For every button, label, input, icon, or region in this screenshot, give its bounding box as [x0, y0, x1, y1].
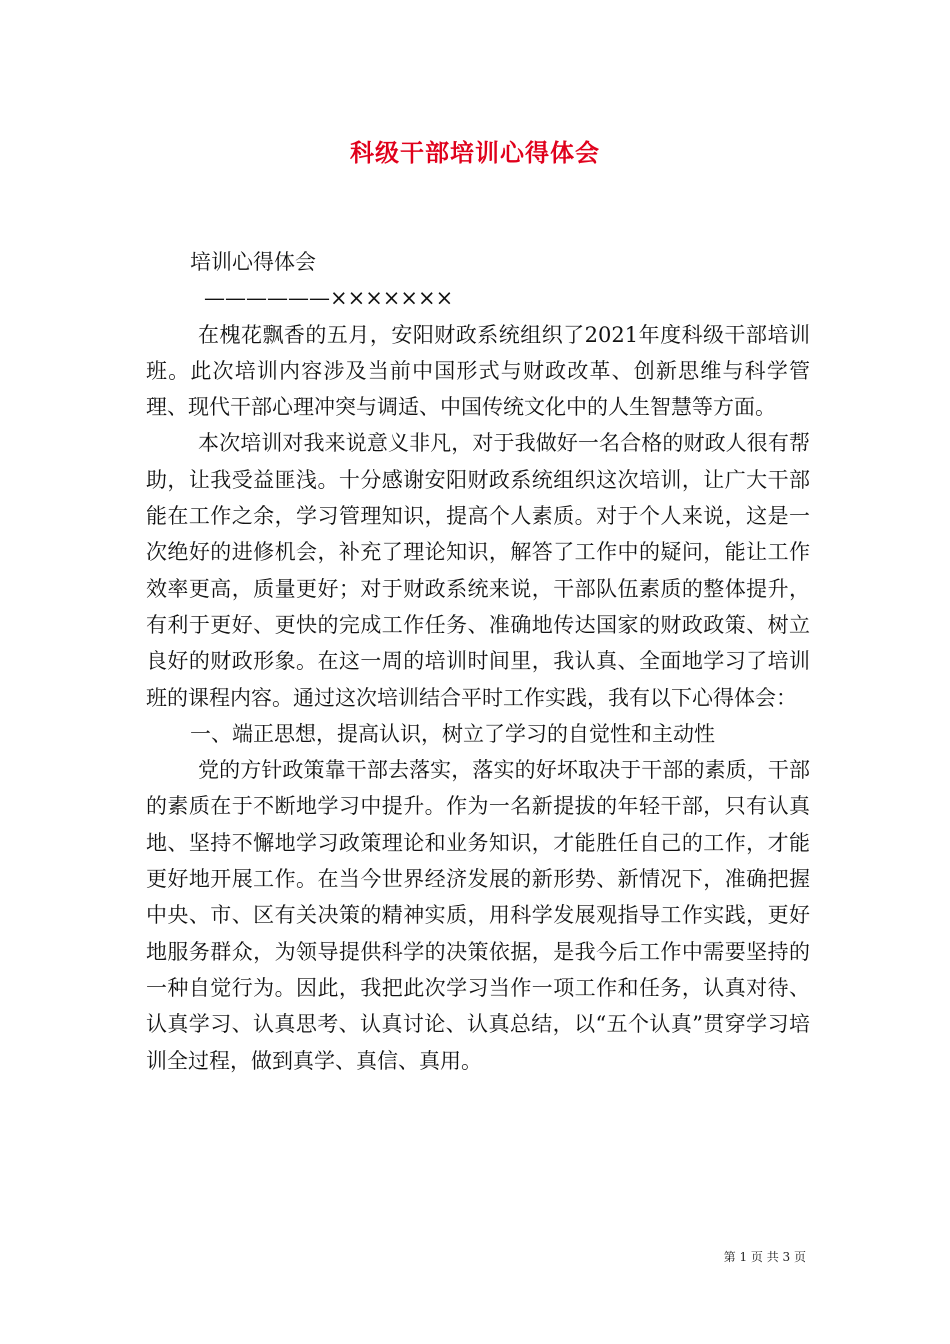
- paragraph-intro: 在槐花飘香的五月，安阳财政系统组织了2021年度科级干部培训班。此次培训内容涉及当前中国形式与财政改革、创新思维与科学管理、现代干部心理冲突与调适、中国传统文化中的人生智慧等方面。: [146, 322, 810, 420]
- paragraph-significance: 本次培训对我来说意义非凡，对于我做好一名合格的财政人很有帮助，让我受益匪浅。十分感谢安阳财政系统组织这次培训，让广大干部能在工作之余，学习管理知识，提高个人素质。对于个人来说，这是一次绝好的进修机会，补充了理论知识，解答了工作中的疑问，能让工作效率更高，质量更好；对于财政系统来说，干部队伍素质的整体提升，有利于更好、更快的完成工作任务、准确地传达国家的财政政策、树立良好的财政形象。在这一周的培训时间里，我认真、全面地学习了培训班的课程内容。通过这次培训结合平时工作实践，我有以下心得体会：: [146, 431, 810, 710]
- page-title: 科级干部培训心得体会: [350, 138, 600, 167]
- page-number: 第 1 页 共 3 页: [723, 1250, 806, 1264]
- section-heading-1: 一、端正思想，提高认识，树立了学习的自觉性和主动性: [190, 721, 715, 746]
- paragraph-section-1: 党的方针政策靠干部去落实，落实的好坏取决于干部的素质，干部的素质在于不断地学习中提升。作为一名新提拔的年轻干部，只有认真地、坚持不懈地学习政策理论和业务知识，才能胜任自己的工作，才能更好地开展工作。在当今世界经济发展的新形势、新情况下，准确把握中央、市、区有关决策的精神实质，用科学发展观指导工作实践，更好地服务群众，为领导提供科学的决策依据，是我今后工作中需要坚持的一种自觉行为。因此，我把此次学习当作一项工作和任务，认真对待、认真学习、认真思考、认真讨论、认真总结，以“五个认真”贯穿学习培训全过程，做到真学、真信、真用。: [146, 758, 810, 1073]
- document-body: [146, 244, 810, 1079]
- document-subtitle: 培训心得体会: [190, 250, 316, 274]
- author-line: ——————×××××××: [204, 286, 454, 311]
